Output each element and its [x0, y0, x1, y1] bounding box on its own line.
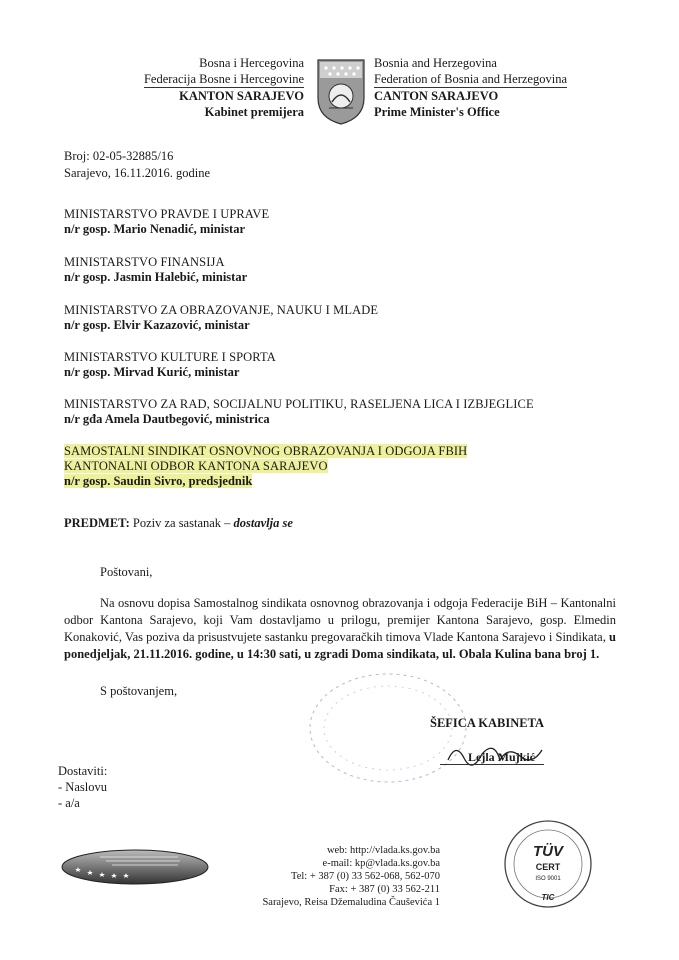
recipient-org2-highlighted: KANTONALNI ODBOR KANTONA SARAJEVO — [64, 459, 328, 473]
reference-date: Sarajevo, 16.11.2016. godine — [64, 166, 211, 180]
body-text: Na osnovu dopisa Samostalnog sindikata osnovnog obrazovanja i odgoja Federacije BiH – Kantonalni odbor Kantona Sarajevo, koji Vam dostavljamo u prilogu, premijer Kantona Sarajevo, gosp. Elmedin Konaković, Vas poziva da prisustvujete sastanku pregovaračkih timova Vlade Kantona Sarajevo i Sindikata, — [64, 596, 616, 644]
reference-number: Broj: 02-05-32885/16 — [64, 149, 174, 163]
footer-email: e-mail: kp@vlada.ks.gov.ba — [322, 858, 440, 869]
delivery-label: Dostaviti: — [58, 764, 108, 778]
body-bold-text: u ponedjeljak, 21.11.2016. godine, u 14:30 sati, u zgradi Doma sindikata, ul. Obala Kulina bana broj 1. — [64, 630, 616, 661]
subject-label: PREDMET: — [64, 516, 130, 530]
delivery-item: - a/a — [58, 796, 80, 810]
recipient-org: MINISTARSTVO FINANSIJA — [64, 255, 225, 269]
recipient-org: MINISTARSTVO PRAVDE I UPRAVE — [64, 207, 270, 221]
header-left-line1: Bosna i Hercegovina — [199, 56, 304, 70]
cert-standard: ISO 9001 — [535, 876, 561, 882]
recipient-1 — [64, 207, 269, 237]
tuv-certification-icon — [502, 818, 594, 910]
recipient-person: n/r gosp. Mario Nenadić, ministar — [64, 222, 246, 236]
footer-web: web: http://vlada.ks.gov.ba — [326, 845, 440, 856]
header-right — [374, 55, 614, 120]
closing: S poštovanjem, — [100, 684, 178, 698]
greeting: Poštovani, — [100, 565, 153, 579]
header-right-line2: Federation of Bosnia and Herzegovina — [374, 72, 567, 86]
recipient-org: MINISTARSTVO KULTURE I SPORTA — [64, 350, 276, 364]
header-right-line4: Prime Minister's Office — [374, 105, 500, 119]
cert-label: CERT — [535, 862, 561, 872]
recipient-org: MINISTARSTVO ZA OBRAZOVANJE, NAUKU I MLADE — [64, 303, 379, 317]
delivery-block — [58, 763, 107, 811]
recipient-person: n/r gđa Amela Dautbegović, ministrica — [64, 412, 270, 426]
delivery-item: - Naslovu — [58, 780, 107, 794]
coat-of-arms-icon — [316, 58, 366, 126]
header-left-line4: Kabinet premijera — [204, 105, 304, 119]
subject-line — [64, 516, 293, 531]
cert-code: TIC — [541, 893, 555, 902]
footer-fax: Fax: + 387 (0) 33 562-211 — [329, 884, 440, 895]
recipient-person: n/r gosp. Mirvad Kurić, ministar — [64, 365, 240, 379]
recipient-2 — [64, 255, 247, 285]
header-right-line3: CANTON SARAJEVO — [374, 89, 499, 103]
cert-brand: TÜV — [533, 843, 563, 860]
award-logo-icon — [60, 848, 210, 886]
header-left-line3: KANTON SARAJEVO — [179, 89, 304, 103]
reference-block — [64, 148, 210, 182]
recipient-4 — [64, 350, 276, 380]
footer-address: Sarajevo, Reisa Džemaludina Čauševića 1 — [262, 897, 440, 908]
recipient-3 — [64, 303, 378, 333]
recipient-person: n/r gosp. Elvir Kazazović, ministar — [64, 318, 250, 332]
subject-text: Poziv za sastanak – — [132, 516, 234, 530]
body-paragraph — [64, 595, 616, 663]
header-left-line2: Federacija Bosne i Hercegovine — [143, 72, 304, 86]
footer-tel: Tel: + 387 (0) 33 562-068, 562-070 — [291, 871, 440, 882]
footer-contact — [240, 844, 440, 909]
subject-emphasis: dostavlja se — [233, 516, 293, 530]
recipient-person: n/r gosp. Jasmin Halebić, ministar — [64, 270, 248, 284]
header-right-line1: Bosnia and Herzegovina — [374, 56, 497, 70]
recipient-6 — [64, 444, 467, 489]
header-left — [60, 55, 304, 120]
recipient-person-highlighted: n/r gosp. Saudin Sivro, predsjednik — [64, 474, 253, 488]
recipient-5 — [64, 397, 534, 427]
signature-title: ŠEFICA KABINETA — [430, 716, 545, 730]
signature-name: Lejla Mujkić — [468, 750, 535, 764]
recipient-org-highlighted: SAMOSTALNI SINDIKAT OSNOVNOG OBRAZOVANJA I ODGOJA FBIH — [64, 444, 468, 458]
recipient-org: MINISTARSTVO ZA RAD, SOCIJALNU POLITIKU, RASELJENA LICA I IZBJEGLICE — [64, 397, 534, 411]
